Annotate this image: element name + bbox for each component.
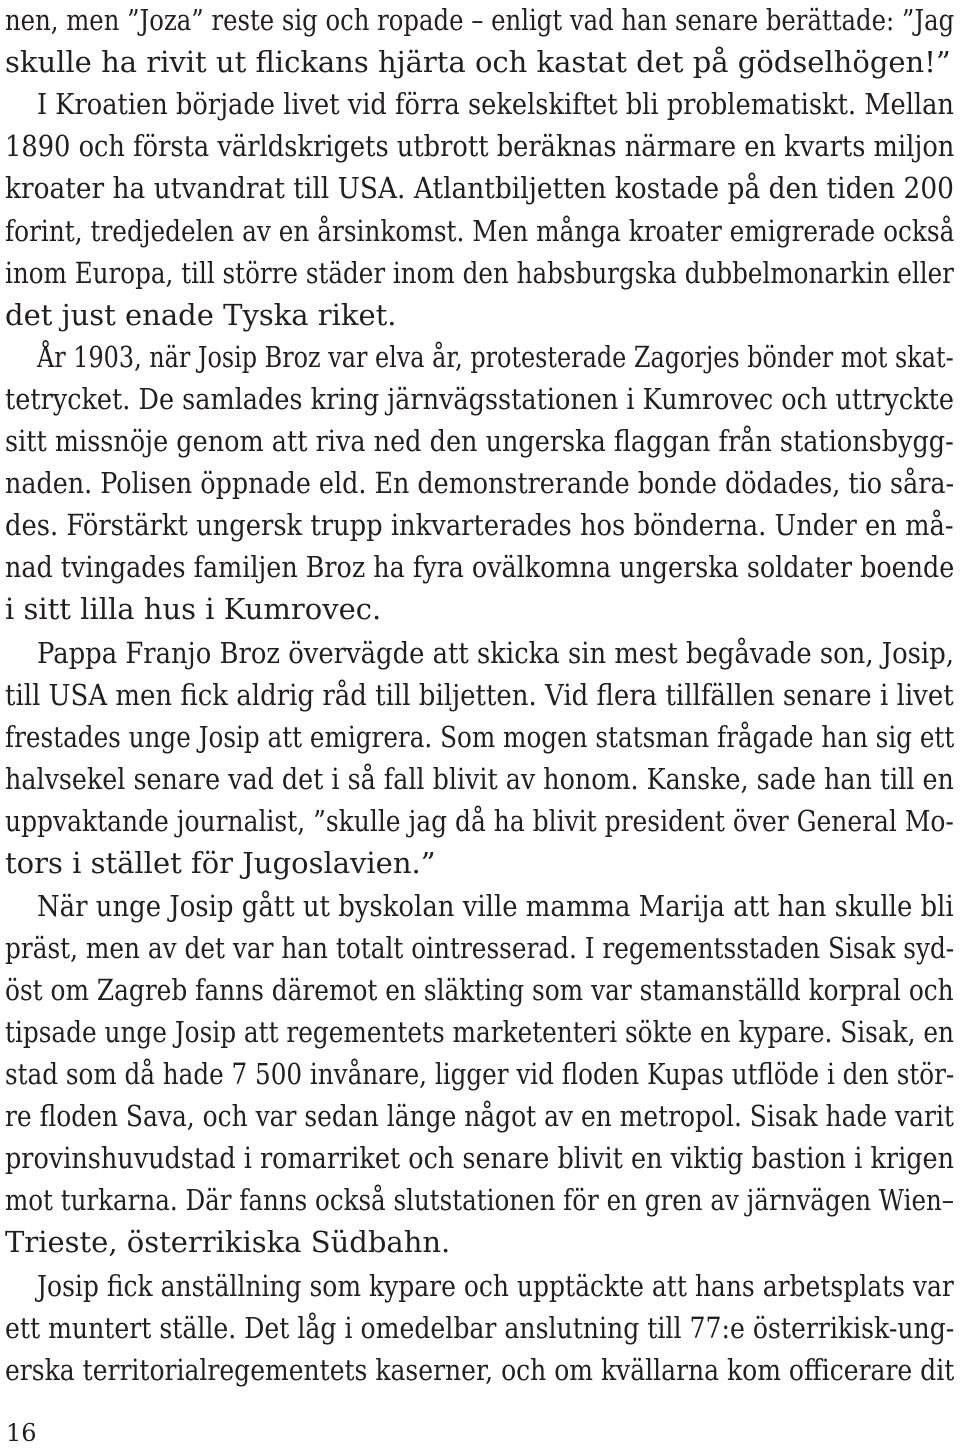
text-line: nen, men ”Joza” reste sig och ropade – enligt vad han senare berättade: ”Jag [5,3,955,37]
text-line: När unge Josip gått ut byskolan ville mamma Marija att han skulle bli [37,889,954,923]
text-line: i sitt lilla hus i Kumrovec. [5,592,382,626]
text-line: tetrycket. De samlades kring järnvägsstationen i Kumrovec och uttryckte [5,382,955,416]
text-line: des. Förstärkt ungersk trupp inkvarterades hos bönderna. Under en må- [5,508,954,542]
text-line: tors i stället för Jugoslavien.” [5,846,436,880]
text-line: nad tvingades familjen Broz ha fyra ovälkomna ungerska soldater boende [5,550,955,584]
text-line: forint, tredjedelen av en årsinkomst. Men många kroater emigrerade också [5,214,955,248]
page-number: 16 [6,1419,37,1447]
text-line: öst om Zagreb fanns däremot en släkting som var stamanställd korpral och [5,973,954,1007]
text-line: halvsekel senare vad det i så fall blivit av honom. Kanske, sade han till en [5,762,954,796]
text-line: skulle ha rivit ut flickans hjärta och kastat det på gödselhögen!” [5,45,951,79]
text-line: Pappa Franjo Broz övervägde att skicka sin mest begåvade son, Josip, [37,636,954,670]
text-line: År 1903, när Josip Broz var elva år, protesterade Zagorjes bönder mot skat- [37,340,954,374]
text-line: erska territorialregementets kaserner, och om kvällarna kom officerare dit [5,1353,955,1387]
text-line: Josip fick anställning som kypare och upptäckte att hans arbetsplats var [37,1269,954,1303]
text-line: uppvaktande journalist, ”skulle jag då ha blivit president över General Mo- [5,804,954,838]
text-line: naden. Polisen öppnade eld. En demonstrerande bonde dödades, tio såra- [5,466,955,500]
text-line: sitt missnöje genom att riva ned den ungerska flaggan från stationsbygg- [5,424,954,458]
text-line: kroater ha utvandrat till USA. Atlantbiljetten kostade på den tiden 200 [5,171,954,205]
text-line: provinshuvudstad i romarriket och senare blivit en viktig bastion i krigen [5,1141,955,1175]
text-line: Trieste, österrikiska Südbahn. [5,1225,451,1259]
text-line: 1890 och första världskrigets utbrott beräknas närmare en kvarts miljon [5,129,955,163]
text-line: stad som då hade 7 500 invånare, ligger vid floden Kupas utflöde i den stör- [5,1057,955,1091]
text-line: I Kroatien började livet vid förra sekelskiftet bli problematiskt. Mellan [37,87,954,121]
text-line: ett muntert ställe. Det låg i omedelbar anslutning till 77:e österrikisk-ung- [5,1311,955,1345]
text-line: re floden Sava, och var sedan länge något av en metropol. Sisak hade varit [5,1099,954,1133]
text-line: inom Europa, till större städer inom den habsburgska dubbelmonarkin eller [5,256,954,290]
text-line: mot turkarna. Där fanns också slutstationen för en gren av järnvägen Wien– [5,1183,955,1217]
text-line: tipsade unge Josip att regementets marketenteri sökte en kypare. Sisak, en [5,1015,954,1049]
text-line: till USA men fick aldrig råd till biljetten. Vid flera tillfällen senare i livet [5,678,954,712]
text-line: präst, men av det var han totalt ointresserad. I regementsstaden Sisak syd- [5,931,955,965]
text-line: frestades unge Josip att emigrera. Som mogen statsman frågade han sig ett [5,720,955,754]
text-line: det just enade Tyska riket. [5,298,397,332]
